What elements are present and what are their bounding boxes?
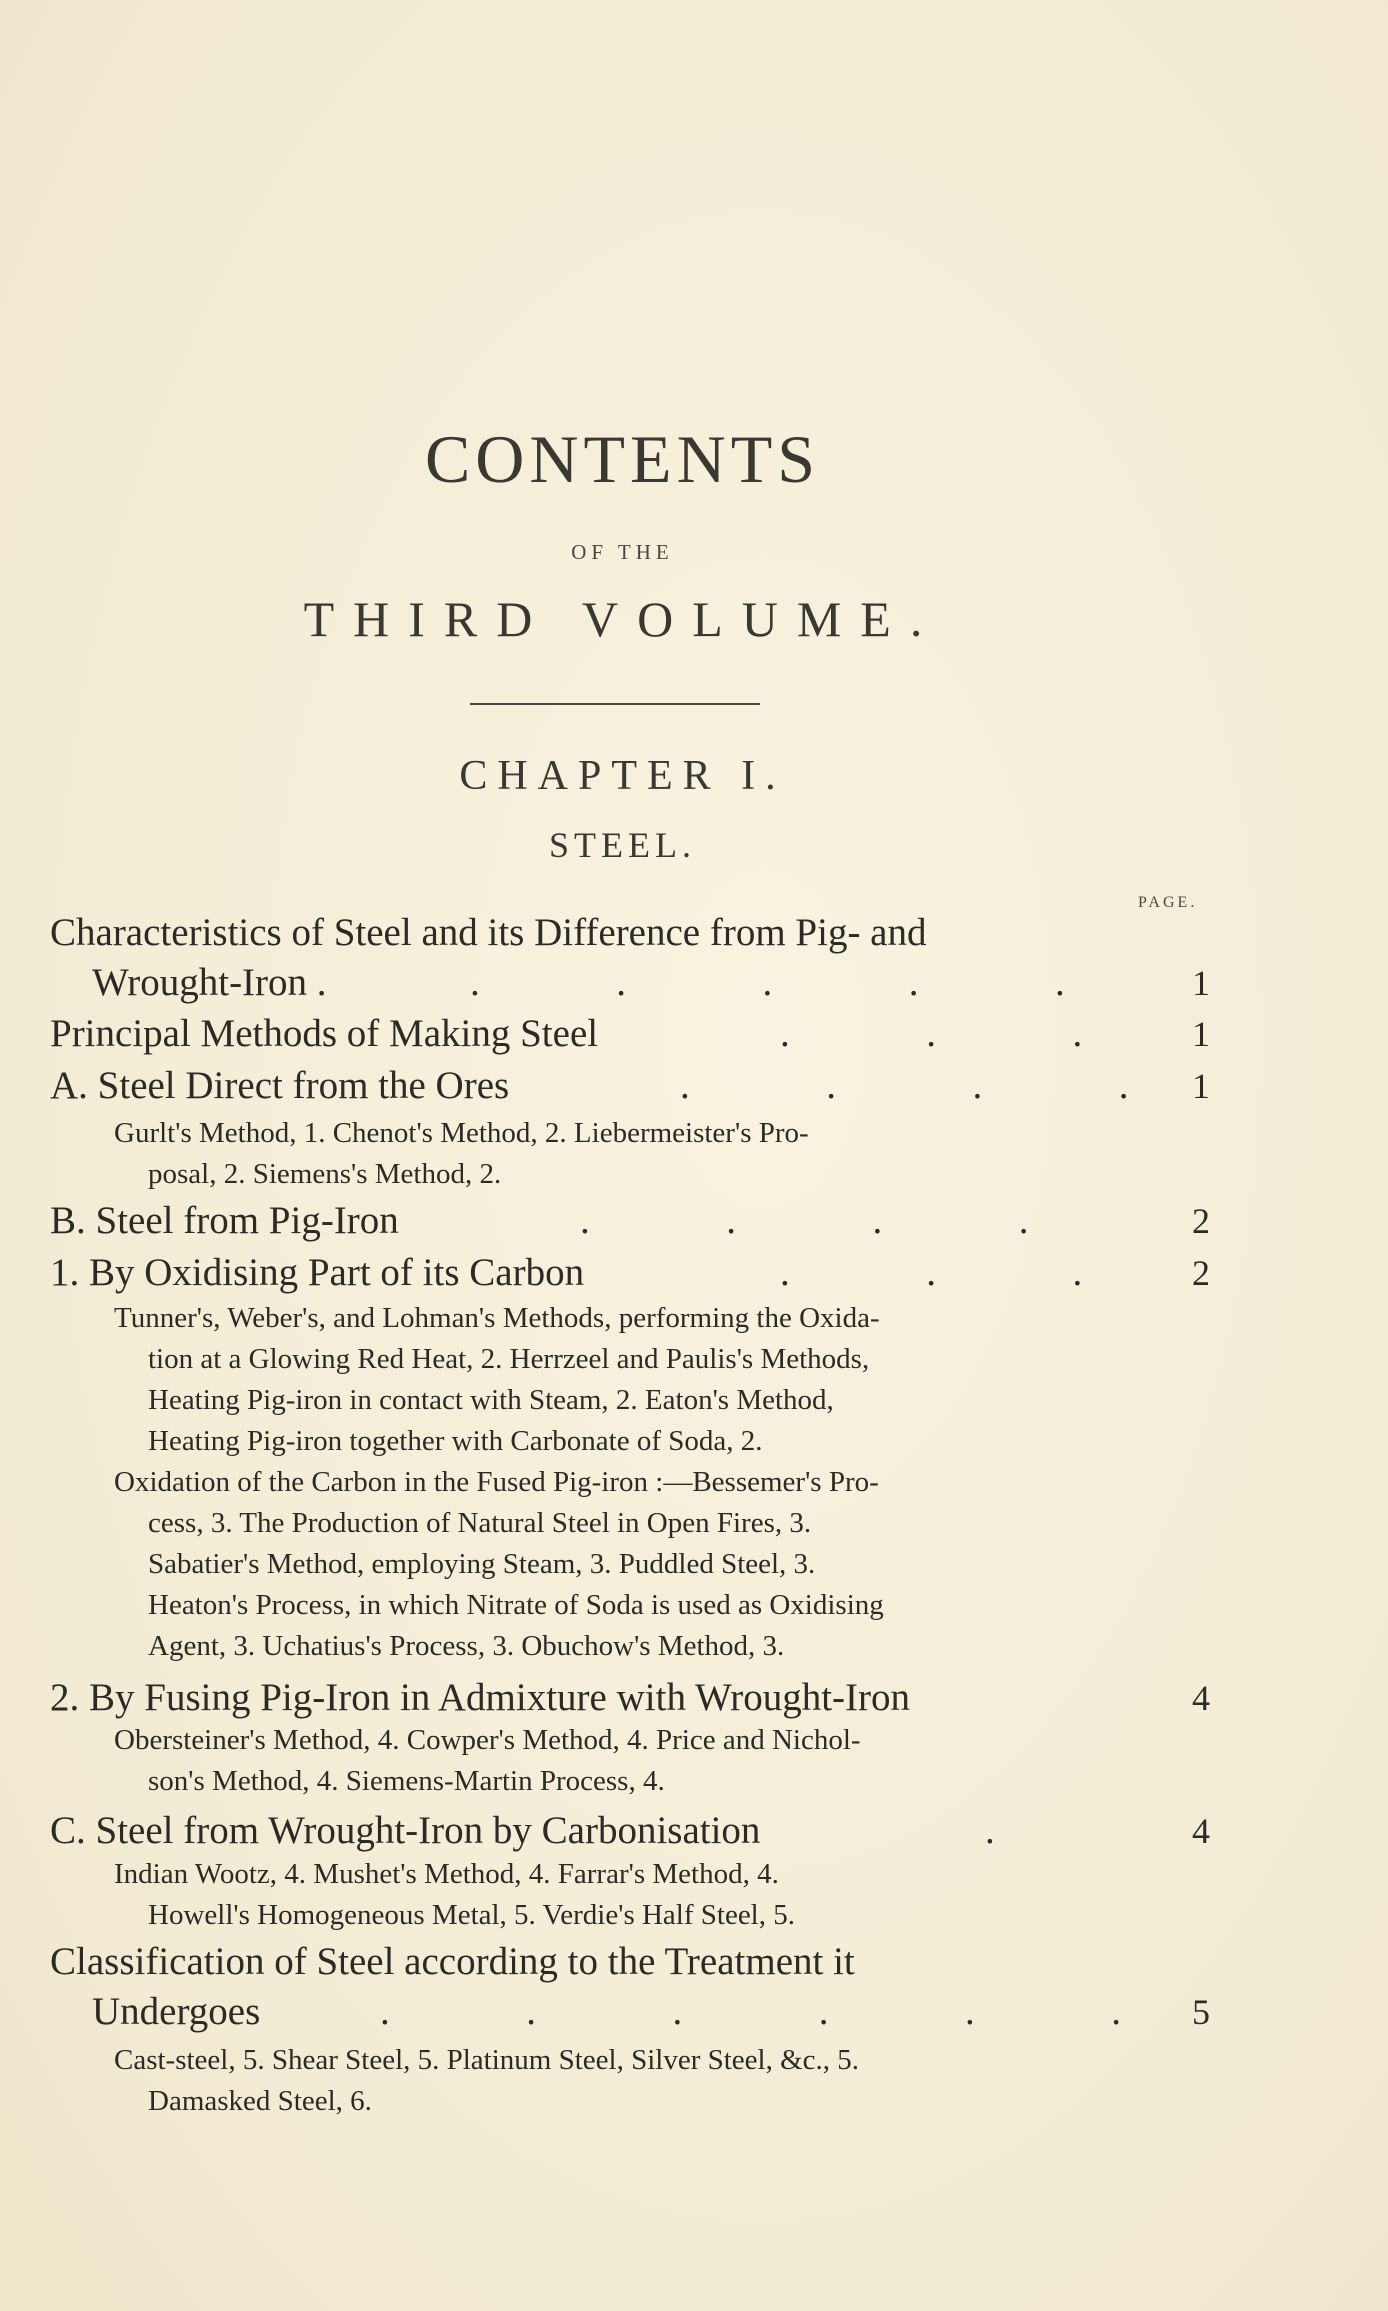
contents-title: CONTENTS [424,421,821,497]
toc-entry-line [50,958,1210,1008]
dot-leader [380,1987,1130,2037]
toc-sub-entry [114,1462,1114,1667]
toc-entry-text: C. Steel from Wrought-Iron by Carbonisation [50,1809,761,1852]
dot-leader [780,1009,1130,1059]
toc-sub-line: son's Method, 4. Siemens-Martin Process, 4. [148,1765,665,1797]
toc-sub-line: Tunner's, Weber's, and Lohman's Methods, performing the Oxida- [114,1302,880,1334]
toc-sub-line: Agent, 3. Uchatius's Process, 3. Obuchow's Method, 3. [148,1630,785,1662]
toc-entry-text: 1. By Oxidising Part of its Carbon [50,1251,585,1294]
toc-page-number: 4 [1192,1811,1210,1851]
toc-entry-line: Characteristics of Steel and its Difference from Pig- and [50,911,927,954]
toc-sub-entry [114,1298,1114,1462]
toc-entry-text: Wrought-Iron . [92,961,327,1004]
toc-entry-text: 2. By Fusing Pig-Iron in Admixture with Wrought-Iron [50,1676,911,1719]
toc-sub-line: Heating Pig-iron in contact with Steam, 2. Eaton's Method, [148,1384,834,1416]
toc-entry-line [50,1987,1210,2037]
toc-entry-line [50,1061,1210,1111]
toc-sub-line: tion at a Glowing Red Heat, 2. Herrzeel and Paulis's Methods, [148,1343,870,1375]
toc-entry-line [50,1009,1210,1059]
toc-entry-text: Principal Methods of Making Steel [50,1012,599,1055]
toc-sub-line: posal, 2. Siemens's Method, 2. [148,1158,502,1190]
dot-leader [680,1061,1130,1111]
toc-entry-principal-methods [50,1009,1210,1059]
toc-sub-entry [114,1113,1114,1195]
dot-leader [470,958,1130,1008]
toc-entry-text: Undergoes [92,1990,261,2033]
toc-entry-text: A. Steel Direct from the Ores [50,1064,510,1107]
toc-sub-line: Sabatier's Method, employing Steam, 3. Puddled Steel, 3. [148,1548,816,1580]
volume-title: THIRD VOLUME. [303,591,942,647]
chapter-subject: STEEL. [549,825,696,865]
toc-sub-line: Indian Wootz, 4. Mushet's Method, 4. Farrar's Method, 4. [114,1858,779,1890]
toc-sub-line: cess, 3. The Production of Natural Steel in Open Fires, 3. [148,1507,812,1539]
toc-sub-entry [114,2040,1114,2122]
toc-sub-line: Heating Pig-iron together with Carbonate of Soda, 2. [148,1425,763,1457]
toc-sub-line: Oxidation of the Carbon in the Fused Pig-iron :—Bessemer's Pro- [114,1466,879,1498]
toc-entry-characteristics [50,908,1210,1008]
dot-leader [780,1248,1130,1298]
page-column-label: PAGE. [1138,894,1198,911]
toc-entry-carbonisation [50,1806,1210,1856]
toc-sub-entry [114,1720,1114,1802]
toc-entry-classification [50,1937,1210,2037]
toc-page-number: 1 [1192,1014,1210,1054]
toc-sub-line: Howell's Homogeneous Metal, 5. Verdie's Half Steel, 5. [148,1899,795,1931]
chapter-heading: CHAPTER I. [459,753,786,799]
toc-page-number: 2 [1192,1253,1210,1293]
of-the-label: OF THE [571,540,674,564]
toc-entry-line [50,1248,1210,1298]
toc-page-number: 4 [1192,1678,1210,1718]
toc-entry-line: Classification of Steel according to the Treatment it [50,1940,855,1983]
toc-entry-line [50,1673,1210,1723]
toc-page-number: 2 [1192,1201,1210,1241]
toc-entry-fusing [50,1673,1210,1723]
toc-entry-steel-direct [50,1061,1210,1111]
toc-sub-line: Obersteiner's Method, 4. Cowper's Method, 4. Price and Nichol- [114,1724,861,1756]
toc-entry-steel-pig-iron [50,1196,1210,1246]
toc-page-number: 1 [1192,963,1210,1003]
toc-entry-line [50,1806,1210,1856]
dot-leader [580,1196,1130,1246]
toc-page-number: 1 [1192,1066,1210,1106]
divider-rule [470,703,760,705]
toc-entry-text: B. Steel from Pig-Iron [50,1199,399,1242]
toc-sub-line: Heaton's Process, in which Nitrate of Soda is used as Oxidising [148,1589,884,1621]
toc-entry-oxidising [50,1248,1210,1298]
toc-sub-line: Gurlt's Method, 1. Chenot's Method, 2. Liebermeister's Pro- [114,1117,809,1149]
toc-page-number: 5 [1192,1992,1210,2032]
toc-entry-line [50,1196,1210,1246]
toc-sub-line: Damasked Steel, 6. [148,2085,372,2117]
toc-sub-line: Cast-steel, 5. Shear Steel, 5. Platinum Steel, Silver Steel, &c., 5. [114,2044,860,2076]
dot-leader [985,1806,1130,1856]
toc-sub-entry [114,1854,1114,1936]
